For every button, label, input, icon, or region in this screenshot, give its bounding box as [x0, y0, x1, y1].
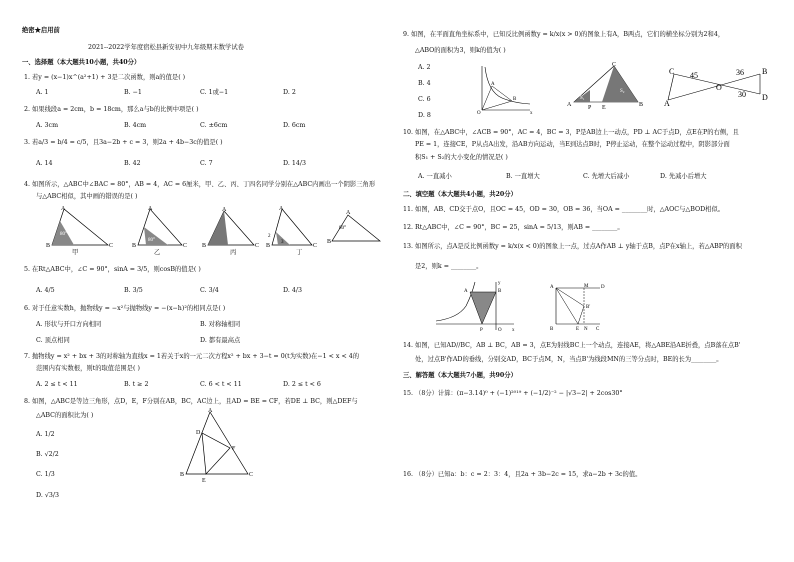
svg-text:S₂: S₂ [620, 89, 625, 94]
q3-option-b: B. 42 [124, 160, 141, 167]
q3-option-d: D. 14/3 [283, 160, 306, 167]
svg-text:80°: 80° [148, 238, 155, 243]
svg-text:A: A [208, 408, 213, 414]
question-3: 3. 若a/3 = b/4 = c/5，且3a−2b + c = 3，则2a + 4b−3c的值是( ) [24, 139, 223, 146]
svg-text:A: A [550, 285, 554, 290]
q5-option-b: B. 3/5 [124, 287, 143, 294]
svg-text:C: C [596, 327, 600, 332]
q9-option-a: A. 2 [418, 64, 431, 71]
svg-text:C: C [255, 243, 260, 249]
svg-text:45: 45 [690, 71, 698, 80]
svg-text:P: P [588, 105, 592, 111]
q6-option-b: B. 对称轴相同 [200, 321, 241, 328]
svg-text:C: C [313, 243, 318, 249]
svg-text:A: A [491, 82, 495, 87]
svg-text:36: 36 [736, 68, 744, 77]
question-7-line-2: 范围内有实数根，则t的取值范围是( ) [36, 365, 140, 372]
svg-text:B': B' [586, 305, 591, 310]
svg-text:2: 2 [268, 234, 271, 239]
svg-text:B: B [550, 327, 554, 332]
question-9-line-1: 9. 如图，在平面直角坐标系中，已知反比例函数y = k/x(x > 0)的图象上有A，B两点，它们的横坐标分别为2和4， [403, 31, 725, 38]
q5-option-d: D. 4/3 [283, 287, 302, 294]
q6-option-a: A. 形状与开口方向相同 [36, 321, 102, 328]
svg-text:A: A [464, 289, 468, 294]
question-15: 15. （8分）计算：(π−3.14)⁰ + (−1)²⁰¹⁹ + (−1/2)⁻² − |√3−2| + 2cos30° [403, 390, 623, 397]
svg-text:E: E [576, 327, 580, 332]
svg-text:M: M [584, 284, 589, 289]
q9-option-d: D. 8 [418, 112, 431, 119]
question-10-line-3: 积S₁ + S₂的大小变化的情况是( ) [415, 154, 508, 161]
svg-text:O: O [477, 111, 481, 116]
q13-hyperbola-figure [434, 280, 518, 332]
q8-option-b: B. √2/2 [36, 451, 59, 458]
question-8-line-2: △ABC的面积比为( ) [36, 412, 94, 419]
svg-text:S₁: S₁ [580, 96, 585, 101]
question-5: 5. 在Rt△ABC中，∠C = 90°，sinA = 3/5，则cosB的值是( ) [24, 266, 201, 273]
svg-text:B: B [639, 102, 644, 108]
q4-label-bing: 丙 [230, 249, 237, 256]
question-8-line-1: 8. 如图，△ABC是等边三角形，点D，E，F分别在AB，BC，AC边上，且AD = BE = CF，若DE ⊥ BC，则△DEF与 [24, 398, 358, 405]
question-14-line-1: 14. 如图，已知AD//BC，AB ⊥ BC，AB = 3，点E为射线BC上一个动点，连接AE，将△ABE沿AE折叠，点B落在点B' [403, 342, 741, 349]
question-6: 6. 对于任意实数h，抛物线y = −x²与抛物线y = −(x−h)²的相同点是( ) [24, 305, 226, 312]
svg-text:B: B [327, 239, 332, 245]
svg-text:3: 3 [281, 240, 284, 245]
question-16: 16. （8分）已知a：b：c = 2：3：4，且2a + 3b−2c = 15，求a−2b + 3c的值。 [403, 471, 642, 478]
q9-option-c: C. 6 [418, 96, 431, 103]
svg-text:B: B [498, 289, 502, 294]
svg-text:E: E [602, 105, 606, 111]
q1-option-b: B. −1 [124, 89, 142, 96]
q7-option-a: A. 2 ≤ t < 11 [36, 381, 78, 388]
q10-option-a: A. 一直减小 [418, 173, 452, 180]
q3-option-c: C. 7 [200, 160, 213, 167]
q1-option-a: A. 1 [36, 89, 49, 96]
question-12: 12. Rt△ABC中，∠C = 90°，BC = 25，sinA = 5/13，则AB = ________。 [403, 224, 624, 231]
q4-triangle-figures [46, 205, 376, 257]
q7-option-b: B. t ≥ 2 [124, 381, 149, 388]
svg-text:N: N [584, 327, 588, 332]
q7-option-c: C. 6 < t < 11 [200, 381, 242, 388]
svg-text:y: y [498, 281, 501, 286]
svg-text:D: D [601, 285, 605, 290]
question-10-line-2: PE = 1，连接CE，P从点A出发，沿AB方向运动，当E到达点B时，P停止运动，在整个运动过程中，阴影部分面 [415, 141, 730, 148]
svg-text:C: C [183, 243, 188, 249]
question-13-line-2: 是2，则k = ________。 [415, 263, 483, 270]
exam-title: 2021--2022学年度宿松县新安初中九年级期末数学试卷 [88, 44, 244, 51]
q6-option-d: D. 都有最高点 [200, 337, 241, 344]
question-10-line-1: 10. 如图，在△ABC中，∠ACB = 90°，AC = 4，BC = 3，P是AB边上一动点，PD ⊥ AC于点D，点E在P的右侧，且 [403, 129, 739, 136]
q14-fold-figure [548, 280, 610, 334]
section-2-heading: 二、填空题（本大题共4小题，共20分） [403, 191, 517, 198]
q10-option-b: B. 一直增大 [506, 173, 540, 180]
svg-text:A: A [148, 206, 153, 212]
svg-text:B: B [762, 67, 768, 76]
q1-option-d: D. 2 [283, 89, 296, 96]
question-9-line-2: △ABO的面积为3，则k的值为( ) [415, 47, 506, 54]
q1-option-c: C. 1或−1 [200, 89, 229, 96]
section-1-heading: 一、选择题（本大题共10小题，共40分） [22, 59, 141, 66]
q3-option-a: A. 14 [36, 160, 53, 167]
question-1: 1. 若y = (x−1)x^(a²+1) + 3是二次函数，则a的值是( ) [24, 74, 186, 81]
question-11: 11. 如图，AB、CD交于点O，且OC = 45，OD = 30，OB = 36，当OA = ________时，△AOC与△BOD相似。 [403, 206, 725, 213]
question-4-line-1: 4. 如图所示，△ABC中∠BAC = 80°，AB = 4，AC = 6厘米，甲、乙、丙、丁四名同学分别在△ABC内画出一个阴影三角形 [24, 181, 376, 188]
q6-option-c: C. 顶点相同 [36, 337, 70, 344]
svg-text:B: B [202, 243, 207, 249]
svg-text:D: D [762, 93, 768, 102]
svg-text:C: C [669, 67, 675, 76]
q9-option-b: B. 4 [418, 80, 431, 87]
secret-label: 绝密★启用前 [22, 27, 60, 34]
svg-text:80°: 80° [60, 232, 67, 237]
question-2: 2. 如果线段a = 2cm，b = 18cm，那么a与b的比例中项是( ) [24, 106, 199, 113]
svg-text:30: 30 [738, 90, 746, 99]
svg-text:A: A [279, 206, 284, 212]
q2-option-a: A. 3cm [36, 122, 59, 129]
svg-text:A: A [664, 99, 670, 108]
svg-text:C: C [612, 62, 617, 68]
q2-option-d: D. 6cm [283, 122, 306, 129]
svg-text:O: O [498, 328, 502, 333]
q5-option-a: A. 4/5 [36, 287, 55, 294]
svg-text:B: B [132, 243, 137, 249]
q8-option-c: C. 1/3 [36, 471, 55, 478]
question-14-line-2: 处，过点B'作AD的垂线，分别交AD，BC于点M，N，当点B'为线段MN的三等分点时，BE的长为________。 [415, 356, 723, 363]
question-4-line-2: 与△ABC相似，其中画的错误的是( ) [36, 193, 138, 200]
svg-text:E: E [202, 478, 206, 484]
svg-text:A: A [222, 207, 227, 213]
q7-option-d: D. 2 ≤ t < 6 [283, 381, 321, 388]
question-13-line-1: 13. 如图所示，点A是反比例函数y = k/x(x < 0)的图象上一点，过点A作AB ⊥ y轴于点B，点P在x轴上，若△ABP的面积 [403, 243, 742, 250]
svg-text:A: A [567, 102, 572, 108]
q2-option-b: B. 4cm [124, 122, 147, 129]
svg-text:x: x [512, 328, 515, 333]
q8-equilateral-figure [180, 408, 260, 486]
q4-label-yi: 乙 [154, 249, 161, 256]
q8-option-d: D. √3/3 [36, 492, 59, 499]
svg-text:B: B [266, 243, 271, 249]
q10-option-d: D. 先减小后增大 [660, 173, 707, 180]
q10-option-c: C. 先增大后减小 [583, 173, 630, 180]
svg-text:A: A [61, 206, 66, 212]
svg-text:80°: 80° [339, 226, 346, 231]
q4-label-ding: 丁 [296, 249, 303, 256]
svg-text:B: B [46, 243, 51, 249]
svg-text:B: B [513, 97, 517, 102]
q11-crossing-lines-figure [664, 64, 774, 106]
svg-text:C: C [109, 243, 114, 249]
q5-option-c: C. 3/4 [200, 287, 219, 294]
svg-text:D: D [196, 430, 201, 436]
section-3-heading: 三、解答题（本大题共7小题，共90分） [403, 372, 517, 379]
svg-text:x: x [530, 111, 533, 116]
svg-text:O: O [716, 83, 722, 92]
svg-text:F: F [232, 446, 236, 452]
svg-text:A: A [346, 210, 351, 216]
svg-text:P: P [480, 328, 483, 333]
q9-hyperbola-figure [476, 64, 534, 114]
svg-text:C: C [249, 472, 254, 478]
q4-label-jia: 甲 [72, 249, 79, 256]
q2-option-c: C. ±6cm [200, 122, 228, 129]
question-7-line-1: 7. 抛物线y = x² + bx + 3的对称轴为直线x = 1若关于x的一元二次方程x² + bx + 3−t = 0(t为实数)在−1 < x < 4的 [24, 353, 360, 360]
q8-option-a: A. 1/2 [36, 431, 55, 438]
q10-triangle-figure [562, 62, 646, 114]
svg-text:B: B [180, 472, 185, 478]
